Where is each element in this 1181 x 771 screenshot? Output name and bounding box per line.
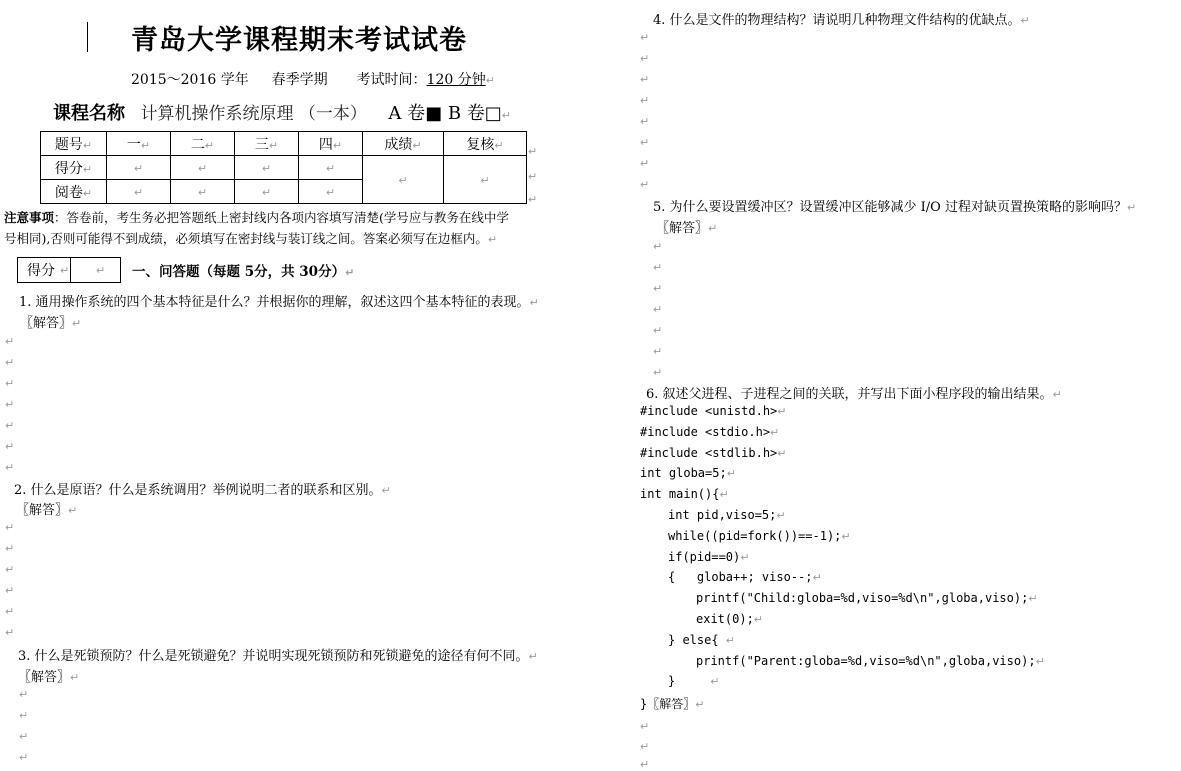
score-cell[interactable]: ↵ — [299, 156, 363, 180]
row-label: 阅卷↵ — [41, 180, 107, 204]
section-score-label: 得分 — [27, 263, 55, 279]
para-mark: ↵ — [640, 115, 650, 128]
para-mark: ↵ — [5, 521, 15, 534]
para-mark: ↵ — [5, 542, 15, 555]
score-table-header — [41, 132, 527, 156]
notice-line-2: 号相同),否则可能得不到成绩，必须填写在密封线与装订线之间。答案必须写在边框内。↵ — [4, 231, 498, 246]
para-mark: ↵ — [501, 109, 511, 122]
code-line: while((pid=fork())==-1);↵ — [668, 528, 851, 543]
code-line: exit(0);↵ — [696, 612, 764, 626]
para-mark: ↵ — [5, 626, 15, 639]
semester-line — [131, 69, 495, 89]
term: 春季学期 — [271, 72, 328, 88]
para-mark: ↵ — [485, 74, 495, 87]
total-score-cell[interactable]: ↵ — [363, 156, 444, 204]
code-line: }〖解答〗↵ — [640, 697, 705, 712]
question-3: 3. 什么是死锁预防？什么是死锁避免？并说明实现死锁预防和死锁避免的途径有何不同。↵ — [18, 649, 538, 664]
question-5: 5. 为什么要设置缓冲区？设置缓冲区能够减少 I/O 过程对缺页置换策略的影响吗？↵ — [653, 200, 1137, 215]
para-mark: ↵ — [653, 261, 663, 274]
para-mark: ↵ — [653, 240, 663, 253]
code-line: { globa++; viso--;↵ — [668, 570, 822, 585]
para-mark: ↵ — [653, 303, 663, 316]
grader-cell[interactable]: ↵ — [171, 180, 235, 204]
para-mark: ↵ — [528, 170, 538, 183]
header-cell: 题号↵ — [41, 132, 107, 156]
para-mark: ↵ — [19, 730, 29, 743]
paper-b: B 卷□ — [447, 103, 502, 124]
para-mark: ↵ — [528, 145, 538, 158]
grader-cell[interactable]: ↵ — [299, 180, 363, 204]
para-mark: ↵ — [653, 366, 663, 379]
course-line — [53, 99, 511, 125]
question-6: 6. 叙述父进程、子进程之间的关联，并写出下面小程序段的输出结果。↵ — [646, 387, 1062, 402]
para-mark: ↵ — [640, 73, 650, 86]
answer-label-3: 〖解答〗↵ — [18, 670, 80, 685]
para-mark: ↵ — [5, 584, 15, 597]
score-row — [41, 156, 527, 180]
score-cell[interactable]: ↵ — [235, 156, 299, 180]
code-line: int globa=5;↵ — [640, 466, 736, 481]
answer-label-1: 〖解答〗↵ — [20, 316, 82, 331]
header-cell: 一↵ — [107, 132, 171, 156]
header-cell: 复核↵ — [444, 132, 527, 156]
para-mark: ↵ — [640, 31, 650, 44]
score-cell[interactable]: ↵ — [107, 156, 171, 180]
question-2: 2. 什么是原语？什么是系统调用？举例说明二者的联系和区别。↵ — [14, 483, 391, 498]
para-mark: ↵ — [640, 52, 650, 65]
course-name: 计算机操作系统原理 （一本） — [140, 104, 367, 124]
para-mark: ↵ — [640, 178, 650, 191]
para-mark: ↵ — [640, 758, 650, 771]
para-mark: ↵ — [5, 419, 15, 432]
exam-time-value: 120 分钟 — [426, 72, 486, 88]
section-heading: 一、问答题（每题 5分，共 30分）↵ — [132, 264, 355, 280]
code-line: int main(){↵ — [640, 487, 729, 502]
notice-label: 注意事项 — [4, 210, 55, 225]
notice-line-1: 注意事项：答卷前，考生务必把答题纸上密封线内各项内容填写清楚(学号应与教务在线中学 — [4, 210, 509, 225]
header-cell: 四↵ — [299, 132, 363, 156]
section-score-box[interactable]: 得分 ↵ ↵ — [17, 257, 121, 283]
grader-cell[interactable]: ↵ — [107, 180, 171, 204]
code-line: if(pid==0)↵ — [668, 549, 750, 564]
score-table — [40, 131, 527, 204]
margin-bar — [87, 22, 88, 52]
question-1: 1. 通用操作系统的四个基本特征是什么？并根据你的理解，叙述这四个基本特征的表现。↵ — [19, 295, 539, 310]
exam-time-label: 考试时间： — [356, 72, 427, 88]
header-cell: 三↵ — [235, 132, 299, 156]
review-cell[interactable]: ↵ — [444, 156, 527, 204]
para-mark: ↵ — [19, 709, 29, 722]
para-mark: ↵ — [640, 94, 650, 107]
code-line: #include <unistd.h>↵ — [640, 404, 787, 418]
para-mark: ↵ — [5, 377, 15, 390]
para-mark: ↵ — [528, 193, 538, 206]
code-line: #include <stdlib.h>↵ — [640, 445, 787, 460]
code-line: printf("Child:globa=%d,viso=%d\n",globa,viso);↵ — [696, 591, 1038, 606]
para-mark: ↵ — [5, 440, 15, 453]
year-range: 2015～2016 学年 — [131, 72, 249, 88]
code-line: } ↵ — [668, 674, 720, 689]
para-mark: ↵ — [19, 751, 29, 764]
para-mark: ↵ — [640, 720, 650, 733]
answer-label-2: 〖解答〗↵ — [16, 503, 78, 518]
code-line: #include <stdio.h>↵ — [640, 424, 780, 439]
score-cell[interactable]: ↵ — [171, 156, 235, 180]
para-mark: ↵ — [653, 345, 663, 358]
para-mark: ↵ — [5, 335, 15, 348]
paper-a: A 卷■ — [388, 103, 443, 124]
para-mark: ↵ — [640, 157, 650, 170]
row-label: 得分↵ — [41, 156, 107, 180]
para-mark: ↵ — [5, 398, 15, 411]
code-line: } else{ ↵ — [668, 632, 736, 647]
answer-label-5: 〖解答〗↵ — [656, 221, 718, 236]
para-mark: ↵ — [5, 356, 15, 369]
code-line: printf("Parent:globa=%d,viso=%d\n",globa,viso);↵ — [696, 653, 1045, 668]
code-line: int pid,viso=5;↵ — [668, 508, 786, 522]
header-cell: 二↵ — [171, 132, 235, 156]
para-mark: ↵ — [5, 461, 15, 474]
para-mark: ↵ — [640, 136, 650, 149]
para-mark: ↵ — [5, 605, 15, 618]
grader-cell[interactable]: ↵ — [235, 180, 299, 204]
para-mark: ↵ — [653, 282, 663, 295]
para-mark: ↵ — [5, 563, 15, 576]
course-label: 课程名称 — [53, 103, 125, 124]
para-mark: ↵ — [640, 740, 650, 753]
header-cell: 成绩↵ — [363, 132, 444, 156]
question-4: 4. 什么是文件的物理结构？请说明几种物理文件结构的优缺点。↵ — [653, 13, 1030, 28]
exam-title: 青岛大学课程期末考试试卷 — [131, 25, 467, 56]
para-mark: ↵ — [653, 324, 663, 337]
para-mark: ↵ — [19, 688, 29, 701]
